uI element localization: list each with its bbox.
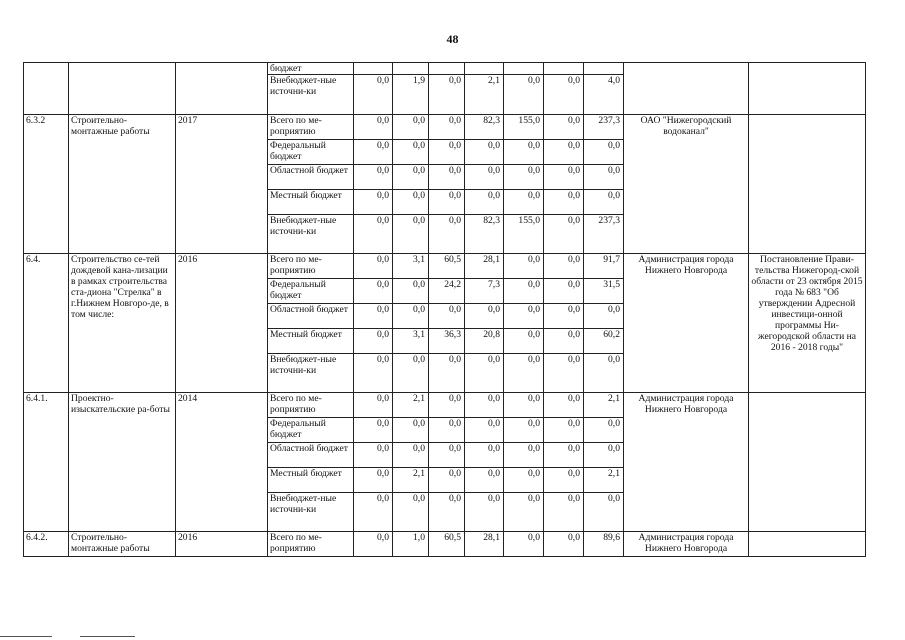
- value-cell: 155,0: [504, 115, 544, 140]
- value-cell: 0,0: [504, 354, 544, 393]
- row-name-cell: Строительство се-тей дождевой кана-лизации в рамках строительства ста-диона "Стрелка" в г.Нижнем Новгоро-де, в том числе:: [69, 254, 176, 393]
- value-cell: 0,0: [354, 329, 393, 354]
- value-cell: 0,0: [584, 354, 624, 393]
- table-row: [24, 115, 866, 140]
- value-cell: 0,0: [544, 165, 584, 190]
- value-cell: 0,0: [584, 140, 624, 165]
- value-cell: 0,0: [429, 443, 465, 468]
- value-cell: 0,0: [429, 304, 465, 329]
- value-cell: 0,0: [393, 304, 429, 329]
- row-year-cell: 2017: [176, 115, 268, 254]
- value-cell: 4,0: [584, 75, 624, 115]
- value-cell: 0,0: [544, 393, 584, 418]
- value-cell: 0,0: [504, 418, 544, 443]
- value-cell: 0,0: [504, 443, 544, 468]
- value-cell: 0,0: [429, 393, 465, 418]
- value-cell: 0,0: [544, 279, 584, 304]
- row-year-cell: 2016: [176, 254, 268, 393]
- value-cell: 155,0: [504, 215, 544, 254]
- value-cell: 82,3: [465, 215, 504, 254]
- value-cell: 0,0: [354, 532, 393, 557]
- value-cell: 0,0: [544, 190, 584, 215]
- value-cell: 2,1: [393, 393, 429, 418]
- value-cell: 31,5: [584, 279, 624, 304]
- value-cell: 0,0: [504, 532, 544, 557]
- value-cell: 0,0: [544, 75, 584, 115]
- row-code-cell: 6.4.1.: [24, 393, 69, 532]
- funding-source-cell: Всего по ме-роприятию: [268, 115, 354, 140]
- funding-source-cell: Местный бюджет: [268, 468, 354, 493]
- value-cell: 0,0: [504, 468, 544, 493]
- value-cell: 0,0: [465, 140, 504, 165]
- table-row: [24, 63, 866, 75]
- value-cell: 0,0: [584, 304, 624, 329]
- value-cell: 0,0: [354, 140, 393, 165]
- value-cell: 7,3: [465, 279, 504, 304]
- value-cell: 0,0: [544, 304, 584, 329]
- scan-artifact: [80, 636, 135, 637]
- value-cell: 1,0: [393, 532, 429, 557]
- value-cell: 36,3: [429, 329, 465, 354]
- funding-source-cell: Местный бюджет: [268, 329, 354, 354]
- funding-source-cell: бюджет: [268, 63, 354, 75]
- value-cell: 0,0: [544, 354, 584, 393]
- value-cell: 0,0: [429, 418, 465, 443]
- value-cell: 0,0: [354, 493, 393, 532]
- page-number: 48: [446, 32, 459, 46]
- value-cell: [354, 63, 393, 75]
- funding-source-cell: Внебюджет-ные источни-ки: [268, 493, 354, 532]
- budget-table: [23, 62, 866, 557]
- value-cell: 0,0: [584, 493, 624, 532]
- value-cell: 0,0: [544, 329, 584, 354]
- funding-source-cell: Федеральный бюджет: [268, 140, 354, 165]
- value-cell: 0,0: [504, 254, 544, 279]
- value-cell: 0,0: [544, 468, 584, 493]
- basis-document-cell: [749, 532, 866, 557]
- value-cell: 237,3: [584, 215, 624, 254]
- value-cell: 0,0: [465, 304, 504, 329]
- row-code-cell: [24, 63, 69, 115]
- funding-source-cell: Внебюджет-ные источни-ки: [268, 215, 354, 254]
- basis-document-cell: Постановление Прави-тельства Нижегород-ской области от 23 октября 2015 года № 683 "Об утверждении Адресной инвестици-онной программы Ни-жегородской области на 2016 - 2018 годы": [749, 254, 866, 393]
- basis-document-cell: [749, 393, 866, 532]
- executor-cell: [624, 63, 749, 115]
- value-cell: 0,0: [544, 493, 584, 532]
- row-year-cell: 2014: [176, 393, 268, 532]
- value-cell: 0,0: [429, 75, 465, 115]
- value-cell: 24,2: [429, 279, 465, 304]
- value-cell: 0,0: [544, 215, 584, 254]
- table-row: [24, 393, 866, 418]
- funding-source-cell: Внебюджет-ные источни-ки: [268, 75, 354, 115]
- value-cell: 60,2: [584, 329, 624, 354]
- value-cell: 0,0: [354, 75, 393, 115]
- value-cell: 28,1: [465, 532, 504, 557]
- value-cell: 0,0: [393, 190, 429, 215]
- value-cell: 2,1: [393, 468, 429, 493]
- value-cell: 91,7: [584, 254, 624, 279]
- value-cell: 0,0: [354, 418, 393, 443]
- value-cell: [504, 63, 544, 75]
- value-cell: 0,0: [544, 140, 584, 165]
- value-cell: 0,0: [393, 215, 429, 254]
- value-cell: 0,0: [504, 75, 544, 115]
- basis-document-cell: [749, 63, 866, 115]
- value-cell: 0,0: [584, 165, 624, 190]
- funding-source-cell: Федеральный бюджет: [268, 418, 354, 443]
- value-cell: 0,0: [504, 190, 544, 215]
- value-cell: 0,0: [465, 493, 504, 532]
- value-cell: 0,0: [504, 393, 544, 418]
- value-cell: 0,0: [504, 279, 544, 304]
- row-year-cell: 2016: [176, 532, 268, 557]
- value-cell: 1,9: [393, 75, 429, 115]
- value-cell: 0,0: [354, 115, 393, 140]
- value-cell: 3,1: [393, 329, 429, 354]
- value-cell: 0,0: [465, 468, 504, 493]
- funding-source-cell: Всего по ме-роприятию: [268, 393, 354, 418]
- value-cell: 0,0: [393, 354, 429, 393]
- table-row: [24, 254, 866, 279]
- funding-source-cell: Всего по ме-роприятию: [268, 532, 354, 557]
- executor-cell: Администрация города Нижнего Новгорода: [624, 393, 749, 532]
- value-cell: 0,0: [354, 468, 393, 493]
- row-name-cell: Проектно-изыскательские ра-боты: [69, 393, 176, 532]
- funding-source-cell: Внебюджет-ные источни-ки: [268, 354, 354, 393]
- funding-source-cell: Областной бюджет: [268, 443, 354, 468]
- value-cell: 0,0: [544, 443, 584, 468]
- value-cell: 60,5: [429, 532, 465, 557]
- value-cell: 0,0: [544, 115, 584, 140]
- value-cell: 0,0: [584, 443, 624, 468]
- value-cell: [393, 63, 429, 75]
- value-cell: 0,0: [429, 190, 465, 215]
- row-code-cell: 6.4.2.: [24, 532, 69, 557]
- value-cell: 3,1: [393, 254, 429, 279]
- value-cell: [465, 63, 504, 75]
- basis-document-cell: [749, 115, 866, 254]
- value-cell: [544, 63, 584, 75]
- value-cell: 0,0: [429, 140, 465, 165]
- value-cell: 0,0: [429, 468, 465, 493]
- scan-artifact: [0, 636, 52, 637]
- row-code-cell: 6.3.2: [24, 115, 69, 254]
- value-cell: 0,0: [429, 165, 465, 190]
- value-cell: 0,0: [354, 190, 393, 215]
- value-cell: 0,0: [465, 418, 504, 443]
- executor-cell: ОАО "Нижегородский водоканал": [624, 115, 749, 254]
- row-name-cell: Строительно-монтажные работы: [69, 532, 176, 557]
- value-cell: 0,0: [429, 493, 465, 532]
- value-cell: 0,0: [584, 190, 624, 215]
- value-cell: [429, 63, 465, 75]
- value-cell: 0,0: [393, 443, 429, 468]
- funding-source-cell: Областной бюджет: [268, 304, 354, 329]
- row-name-cell: [69, 63, 176, 115]
- value-cell: 0,0: [544, 532, 584, 557]
- value-cell: 0,0: [354, 304, 393, 329]
- value-cell: 237,3: [584, 115, 624, 140]
- value-cell: 0,0: [504, 165, 544, 190]
- table-row: [24, 532, 866, 557]
- executor-cell: Администрация города Нижнего Новгорода: [624, 532, 749, 557]
- value-cell: 2,1: [465, 75, 504, 115]
- value-cell: 0,0: [354, 279, 393, 304]
- value-cell: 60,5: [429, 254, 465, 279]
- value-cell: 0,0: [544, 418, 584, 443]
- value-cell: 0,0: [354, 215, 393, 254]
- value-cell: 0,0: [465, 393, 504, 418]
- value-cell: 0,0: [354, 165, 393, 190]
- row-name-cell: Строительно-монтажные работы: [69, 115, 176, 254]
- value-cell: 2,1: [584, 468, 624, 493]
- value-cell: 0,0: [354, 443, 393, 468]
- value-cell: 0,0: [504, 493, 544, 532]
- value-cell: 89,6: [584, 532, 624, 557]
- value-cell: 0,0: [429, 115, 465, 140]
- value-cell: [584, 63, 624, 75]
- value-cell: 0,0: [354, 254, 393, 279]
- funding-source-cell: Местный бюджет: [268, 190, 354, 215]
- table-body: [24, 63, 866, 557]
- funding-source-cell: Областной бюджет: [268, 165, 354, 190]
- value-cell: 28,1: [465, 254, 504, 279]
- value-cell: 0,0: [393, 140, 429, 165]
- value-cell: 0,0: [429, 215, 465, 254]
- value-cell: 0,0: [393, 165, 429, 190]
- value-cell: 0,0: [584, 418, 624, 443]
- value-cell: 0,0: [465, 443, 504, 468]
- executor-cell: Администрация города Нижнего Новгорода: [624, 254, 749, 393]
- value-cell: 0,0: [429, 354, 465, 393]
- funding-source-cell: Всего по ме-роприятию: [268, 254, 354, 279]
- row-code-cell: 6.4.: [24, 254, 69, 393]
- value-cell: 0,0: [504, 140, 544, 165]
- value-cell: 0,0: [393, 418, 429, 443]
- value-cell: 0,0: [354, 354, 393, 393]
- row-year-cell: [176, 63, 268, 115]
- value-cell: 0,0: [504, 304, 544, 329]
- value-cell: 0,0: [465, 354, 504, 393]
- value-cell: 0,0: [393, 493, 429, 532]
- value-cell: 0,0: [354, 393, 393, 418]
- value-cell: 82,3: [465, 115, 504, 140]
- value-cell: 0,0: [504, 329, 544, 354]
- value-cell: 0,0: [465, 165, 504, 190]
- funding-source-cell: Федеральный бюджет: [268, 279, 354, 304]
- value-cell: 0,0: [393, 115, 429, 140]
- value-cell: 0,0: [544, 254, 584, 279]
- value-cell: 2,1: [584, 393, 624, 418]
- value-cell: 20,8: [465, 329, 504, 354]
- value-cell: 0,0: [465, 190, 504, 215]
- value-cell: 0,0: [393, 279, 429, 304]
